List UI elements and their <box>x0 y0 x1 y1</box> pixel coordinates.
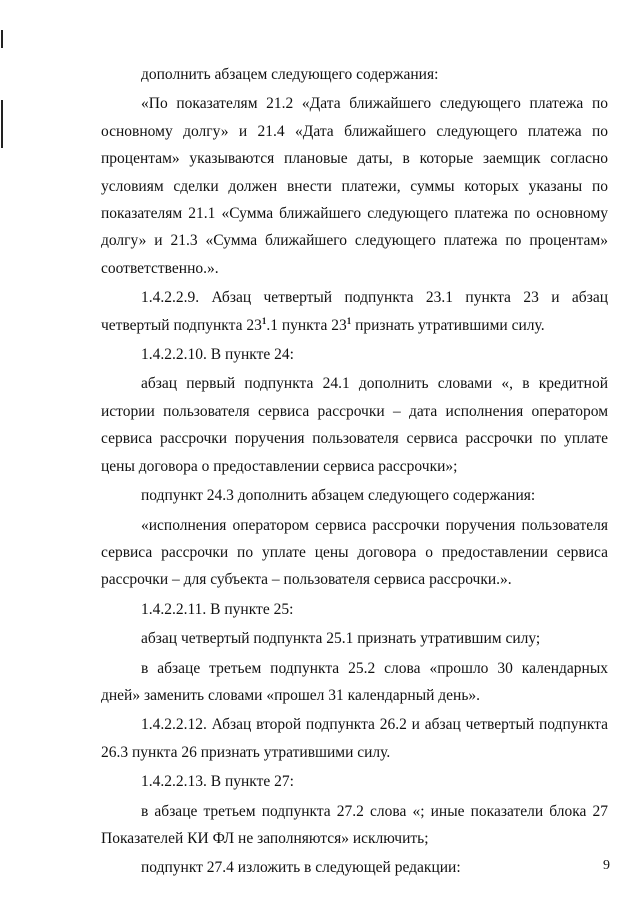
paragraph: подпункт 27.4 изложить в следующей редакции: <box>141 859 461 877</box>
margin-mark <box>1 30 3 48</box>
paragraph: 1.4.2.2.13. В пункте 27: <box>141 773 294 791</box>
paragraph-text: 1.4.2.2.9. Абзац четвертый подпункта 23.1 пункта 23 и абзац четвертый подпункта 23 <box>101 289 608 334</box>
superscript: 1 <box>346 315 352 326</box>
paragraph: подпункт 24.3 дополнить абзацем следующего содержания: <box>141 487 536 505</box>
paragraph: абзац четвертый подпункта 25.1 признать утратившим силу; <box>141 630 541 648</box>
paragraph: «По показателям 21.2 «Дата ближайшего следующего платежа по основному долгу» и 21.4 «Дата ближайшего следующего платежа по процентам» указываются плановые даты, в которые заемщик согласно условиям сделки должен внести платежи, суммы которых указаны по показателям 21.1 «Сумма ближайшего следующего платежа по основному долгу» и 21.3 «Сумма ближайшего следующего платежа по процентам» соответственно.». <box>101 95 608 277</box>
paragraph: 1.4.2.2.12. Абзац второй подпункта 26.2 и абзац четвертый подпункта 26.3 пункта 26 признать утратившими силу. <box>101 716 608 761</box>
paragraph: 1.4.2.2.10. В пункте 24: <box>141 346 294 364</box>
paragraph: дополнить абзацем следующего содержания: <box>141 66 439 83</box>
paragraph-text: признать утратившими силу. <box>351 316 545 334</box>
margin-mark <box>1 100 3 148</box>
paragraph: 1.4.2.2.11. В пункте 25: <box>141 600 294 618</box>
paragraph: абзац первый подпункта 24.1 дополнить словами «, в кредитной истории пользователя сервиса рассрочки – дата исполнения оператором сервиса рассрочки поручения пользователя сервиса рассрочки по уплате цены договора о предоставлении сервиса рассрочки»; <box>101 375 608 475</box>
paragraph: «исполнения оператором сервиса рассрочки поручения пользователя сервиса рассрочки по уплате цены договора о предоставлении сервиса рассрочки – для субъекта – пользователя сервиса рассрочки.». <box>101 516 608 589</box>
page-number: 9 <box>603 858 610 873</box>
superscript: 1 <box>261 315 267 326</box>
paragraph: в абзаце третьем подпункта 27.2 слова «; иные показатели блока 27 Показателей КИ ФЛ не заполняются» исключить; <box>101 802 608 847</box>
paragraph <box>101 284 608 339</box>
paragraph-text: .1 пункта 23 <box>266 316 347 334</box>
paragraph: в абзаце третьем подпункта 25.2 слова «прошло 30 календарных дней» заменить словами «прошел 31 календарный день». <box>101 659 608 704</box>
document-body <box>101 61 608 884</box>
